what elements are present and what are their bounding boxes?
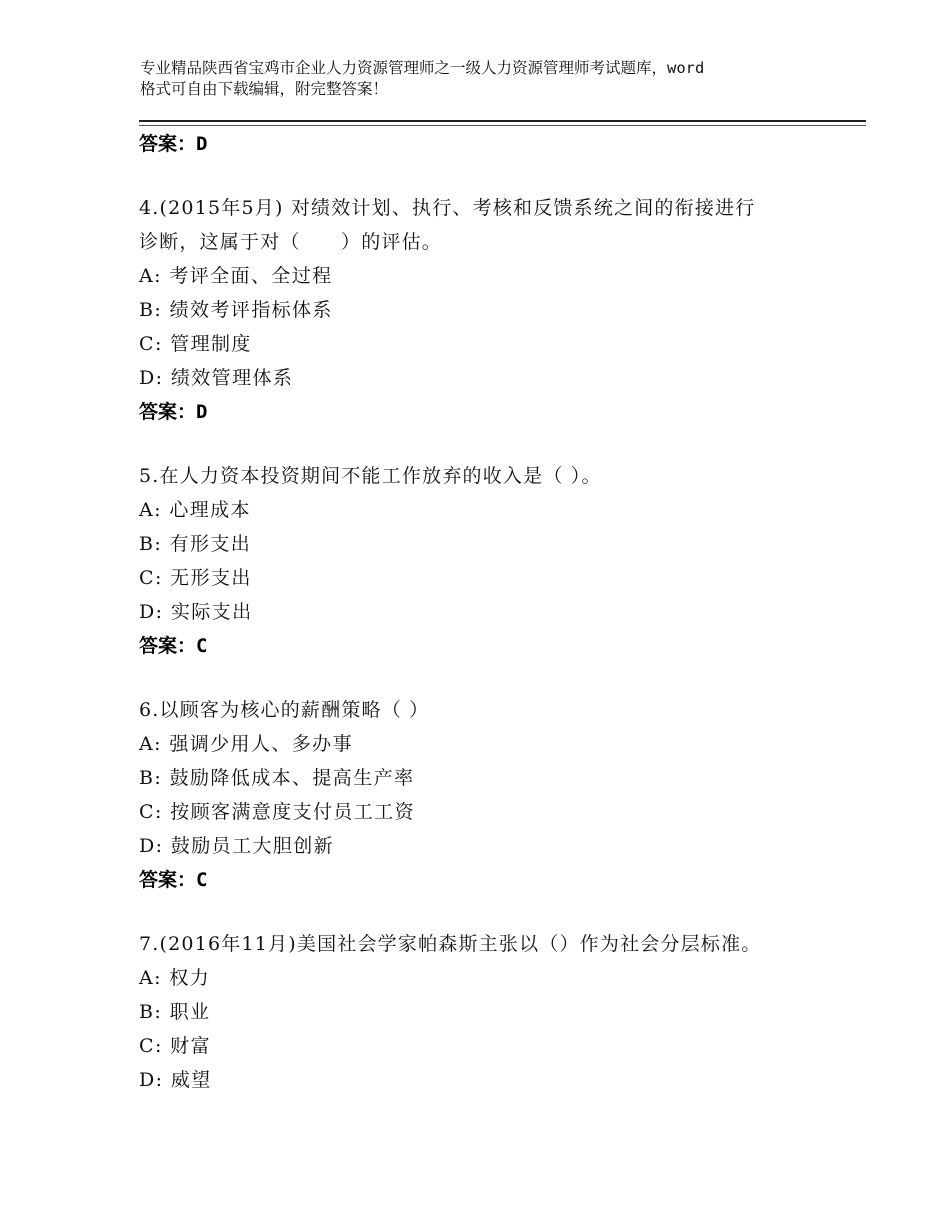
question-stem-line-2: 诊断，这属于对（ ）的评估。 — [139, 231, 443, 253]
option-a: A: 心理成本 — [139, 499, 251, 521]
answer: 答案：C — [139, 869, 208, 891]
option-d: D: 绩效管理体系 — [139, 367, 294, 389]
answer-q3: 答案：D — [139, 133, 208, 155]
document-header — [140, 58, 830, 100]
question-stem — [139, 693, 829, 727]
option-d: D: 鼓励员工大胆创新 — [139, 835, 335, 857]
option-c: C: 财富 — [139, 1035, 211, 1057]
option-c: C: 管理制度 — [139, 333, 252, 355]
document-body — [139, 127, 829, 1097]
header-line-1: 专业精品陕西省宝鸡市企业人力资源管理师之一级人力资源管理师考试题库，word — [140, 59, 705, 77]
question-5 — [139, 459, 829, 663]
option-d: D: 威望 — [139, 1069, 212, 1091]
option-b: B: 绩效考评指标体系 — [139, 299, 333, 321]
question-stem-line-1: 4.(2015年5月) 对绩效计划、执行、考核和反馈系统之间的衔接进行 — [139, 197, 756, 219]
question-4 — [139, 191, 829, 429]
header-line-2: 格式可自由下载编辑，附完整答案！ — [140, 80, 389, 98]
question-stem — [139, 459, 829, 493]
question-stem-line-1: 6.以顾客为核心的薪酬策略（ ） — [139, 699, 430, 721]
option-a: A: 考评全面、全过程 — [139, 265, 333, 287]
option-c: C: 按顾客满意度支付员工工资 — [139, 801, 415, 823]
option-a: A: 强调少用人、多办事 — [139, 733, 353, 755]
header-rule — [139, 120, 866, 122]
option-b: B: 有形支出 — [139, 533, 252, 555]
header-rule-thin — [139, 125, 866, 126]
answer: 答案：C — [139, 635, 208, 657]
question-stem — [139, 927, 829, 961]
question-7 — [139, 927, 829, 1097]
question-stem-line-1: 7.(2016年11月)美国社会学家帕森斯主张以（）作为社会分层标准。 — [139, 933, 762, 955]
option-d: D: 实际支出 — [139, 601, 253, 623]
question-6 — [139, 693, 829, 897]
option-b: B: 鼓励降低成本、提高生产率 — [139, 767, 415, 789]
question-stem-line-1: 5.在人力资本投资期间不能工作放弃的收入是（ ）。 — [139, 465, 602, 487]
question-stem — [139, 191, 829, 259]
answer: 答案：D — [139, 401, 208, 423]
option-a: A: 权力 — [139, 967, 211, 989]
option-b: B: 职业 — [139, 1001, 211, 1023]
option-c: C: 无形支出 — [139, 567, 252, 589]
